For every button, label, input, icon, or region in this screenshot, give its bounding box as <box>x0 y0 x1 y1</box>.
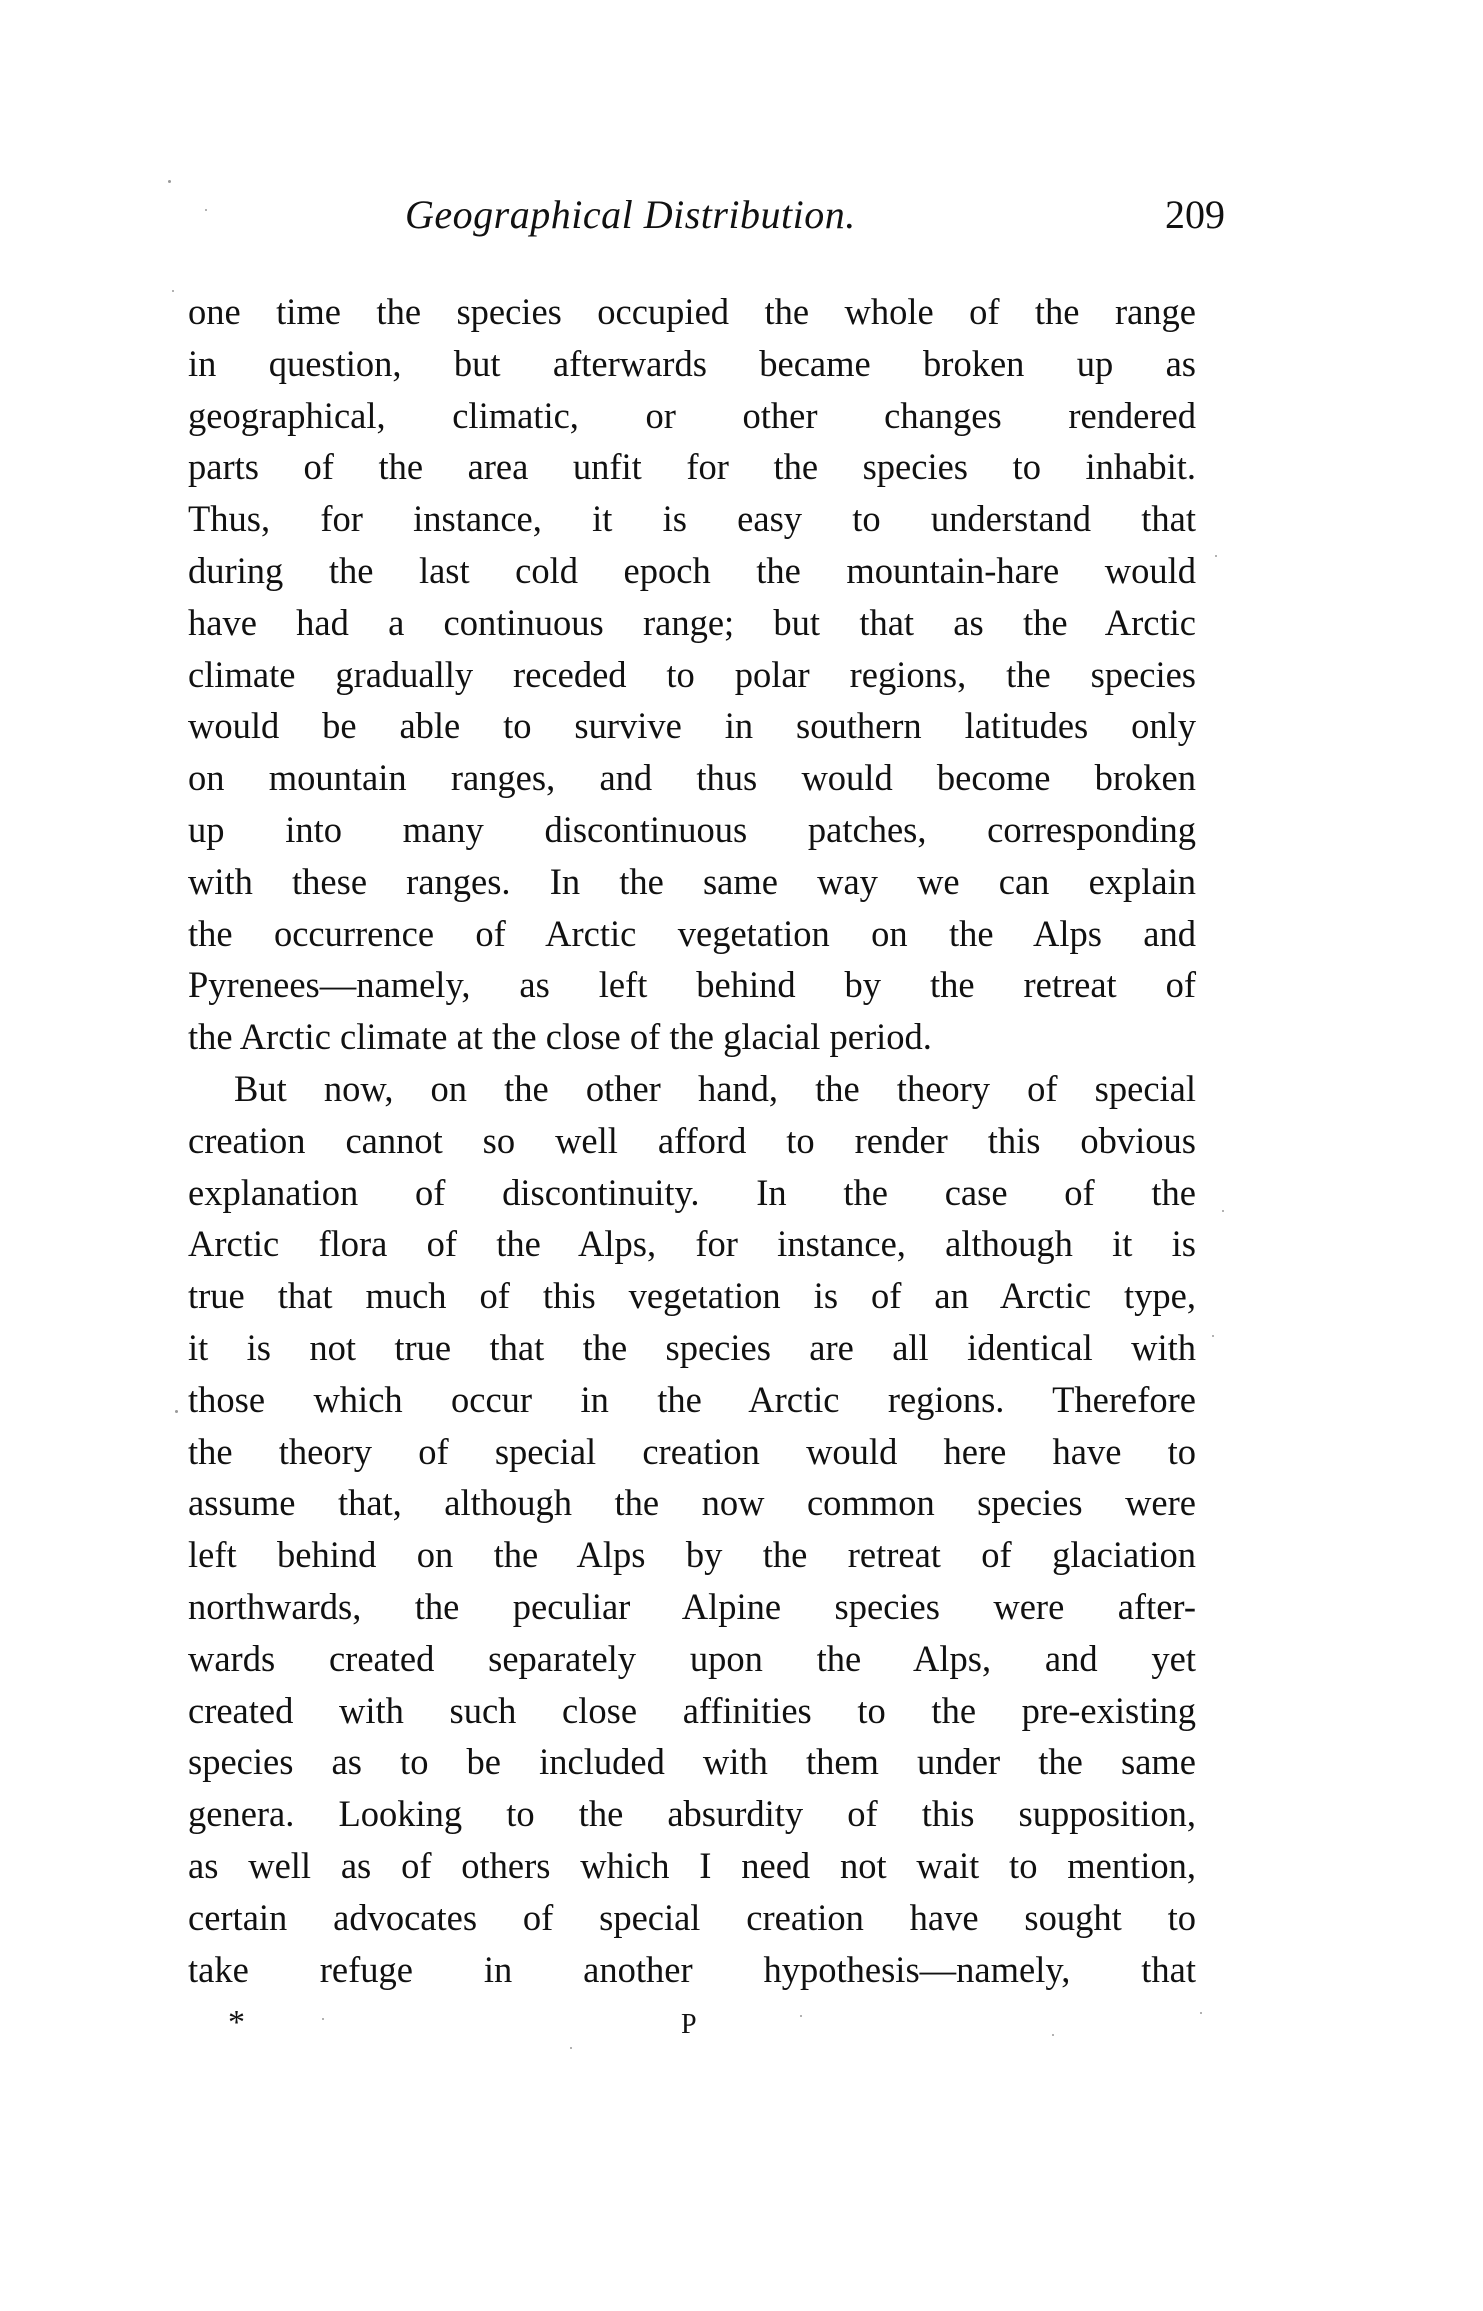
page-number: 209 <box>1165 192 1225 237</box>
text-line: as well as of others which I need not wait to mention, <box>188 1844 1196 1886</box>
text-line: geographical, climatic, or other changes rendered <box>188 394 1196 436</box>
text-line: the occurrence of Arctic vegetation on the Alps and <box>188 912 1196 954</box>
scan-speck <box>322 2018 324 2020</box>
text-line: climate gradually receded to polar regions, the species <box>188 653 1196 695</box>
text-line: take refuge in another hypothesis—namely, that <box>188 1948 1196 1990</box>
text-line: those which occur in the Arctic regions. Therefore <box>188 1378 1196 1420</box>
body-text <box>188 286 1196 1995</box>
paragraph-continuation <box>188 286 1196 1063</box>
scan-speck <box>1222 1210 1224 1212</box>
text-line: explanation of discontinuity. In the case of the <box>188 1171 1196 1213</box>
text-line: Arctic flora of the Alps, for instance, although it is <box>188 1223 1196 1265</box>
scan-speck <box>172 290 174 292</box>
text-line: created with such close affinities to the pre-existing <box>188 1689 1196 1731</box>
scan-speck <box>175 1410 178 1413</box>
text-line: genera. Looking to the absurdity of this supposition, <box>188 1793 1196 1835</box>
scan-speck <box>800 2015 802 2017</box>
text-line: species as to be included with them under the same <box>188 1741 1196 1783</box>
paragraph-special-creation <box>188 1063 1196 1995</box>
text-line: would be able to survive in southern latitudes only <box>188 705 1196 747</box>
printer-signature <box>0 2003 1483 2043</box>
text-line: creation cannot so well afford to render this obvious <box>188 1119 1196 1161</box>
text-line: on mountain ranges, and thus would become broken <box>188 757 1196 799</box>
text-line: left behind on the Alps by the retreat of glaciation <box>188 1534 1196 1576</box>
text-line: it is not true that the species are all identical with <box>188 1326 1196 1368</box>
text-line: in question, but afterwards became broken up as <box>188 342 1196 384</box>
text-line: have had a continuous range; but that as the Arctic <box>188 601 1196 643</box>
text-line: the Arctic climate at the close of the glacial period. <box>188 1016 932 1058</box>
scan-speck <box>1212 1335 1214 1337</box>
text-line: during the last cold epoch the mountain-hare would <box>188 549 1196 591</box>
scan-speck <box>1052 2034 1054 2036</box>
text-line: parts of the area unfit for the species to inhabit. <box>188 446 1196 488</box>
text-line: one time the species occupied the whole of the range <box>188 291 1196 332</box>
text-line: Pyrenees—namely, as left behind by the retreat of <box>188 964 1196 1006</box>
signature-asterisk: * <box>228 2004 245 2041</box>
scan-speck <box>1200 2012 1202 2014</box>
text-line: up into many discontinuous patches, corresponding <box>188 808 1196 850</box>
text-line: But now, on the other hand, the theory of special <box>234 1067 1196 1109</box>
scan-speck <box>1215 555 1217 557</box>
text-line: the theory of special creation would here have to <box>188 1430 1196 1472</box>
text-line: certain advocates of special creation have sought to <box>188 1896 1196 1938</box>
running-title: Geographical Distribution. <box>405 192 856 237</box>
text-line: wards created separately upon the Alps, and yet <box>188 1637 1196 1679</box>
scan-speck <box>168 180 171 183</box>
running-head <box>405 190 1225 240</box>
text-line: Thus, for instance, it is easy to understand that <box>188 498 1196 540</box>
text-line: assume that, although the now common species were <box>188 1482 1196 1524</box>
signature-letter: P <box>681 2009 697 2040</box>
scan-speck <box>205 209 207 211</box>
scan-speck <box>570 2047 572 2049</box>
text-line: northwards, the peculiar Alpine species were after- <box>188 1585 1196 1627</box>
text-line: with these ranges. In the same way we can explain <box>188 860 1196 902</box>
text-line: true that much of this vegetation is of an Arctic type, <box>188 1275 1196 1317</box>
